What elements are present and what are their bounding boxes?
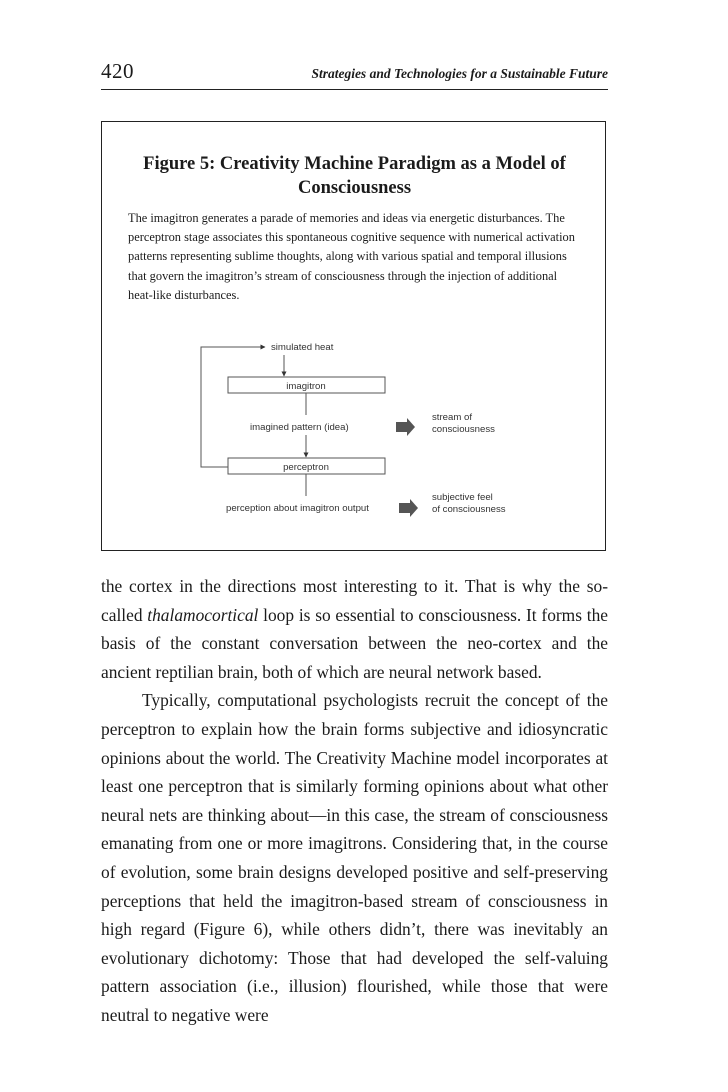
subjective-arrow-icon bbox=[399, 499, 418, 517]
imagitron-label: imagitron bbox=[286, 381, 326, 392]
perceptron-label: perceptron bbox=[283, 462, 329, 473]
italic-term: thalamocortical bbox=[147, 604, 259, 625]
paragraph-2: Typically, computational psychologists recruit the concept of the perceptron to explain how the brain forms subjective and idiosyncratic opinions about the world. The Creativity Machine model incorporates at least one perceptron that is similarly forming opinions about what other neural nets are thinking about—in this case, the stream of consciousness emanating from one or more imagitrons. Considering that, in the course of evolution, some brain designs developed positive and self-preserving perceptions that held the imagitron-based stream of consciousness in high regard (Figure 6), while others didn’t, there was inevitably an evolutionary dichotomy: Those that had developed the self-valuing pattern association (i.e., illusion) flourished, while those that were neutral to negative were bbox=[101, 690, 608, 1025]
figure-title: Figure 5: Creativity Machine Paradigm as a Model of Consciousness bbox=[143, 154, 566, 198]
stream-label-2: consciousness bbox=[432, 424, 495, 435]
paragraph-1 bbox=[101, 572, 608, 686]
paragraph-1-end: loop is so essential to consciousness. It forms the basis of the constant conversation between the neo-cortex and the ancient reptilian brain, both of which are neural network based. bbox=[101, 604, 608, 682]
figure-caption: The imagitron generates a parade of memories and ideas via energetic disturbances. The perceptron stage associates this spontaneous cognitive sequence with numerical activation patterns representing sublime thoughts, along with various spatial and temporal illusions that govern the imagitron’s stream of consciousness through the injection of additional heat-like disturbances. bbox=[128, 211, 575, 302]
imagined-pattern-label: imagined pattern (idea) bbox=[250, 422, 349, 433]
stream-arrow-icon bbox=[396, 418, 415, 436]
body-text bbox=[101, 572, 608, 1030]
running-title: Strategies and Technologies for a Sustainable Future bbox=[311, 66, 608, 81]
page-number: 420 bbox=[101, 59, 134, 83]
subjective-label-2: of consciousness bbox=[432, 504, 506, 515]
paragraph-1-start: the cortex in the directions most interesting to it. That is why the so-called bbox=[101, 576, 608, 625]
running-header bbox=[101, 57, 608, 90]
creativity-machine-diagram bbox=[102, 122, 607, 552]
simulated-heat-label: simulated heat bbox=[271, 342, 334, 353]
figure-5 bbox=[101, 121, 606, 551]
subjective-label-1: subjective feel bbox=[432, 492, 493, 503]
perception-output-label: perception about imagitron output bbox=[226, 503, 369, 514]
stream-label-1: stream of bbox=[432, 412, 472, 423]
feedback-loop-line bbox=[201, 347, 265, 467]
